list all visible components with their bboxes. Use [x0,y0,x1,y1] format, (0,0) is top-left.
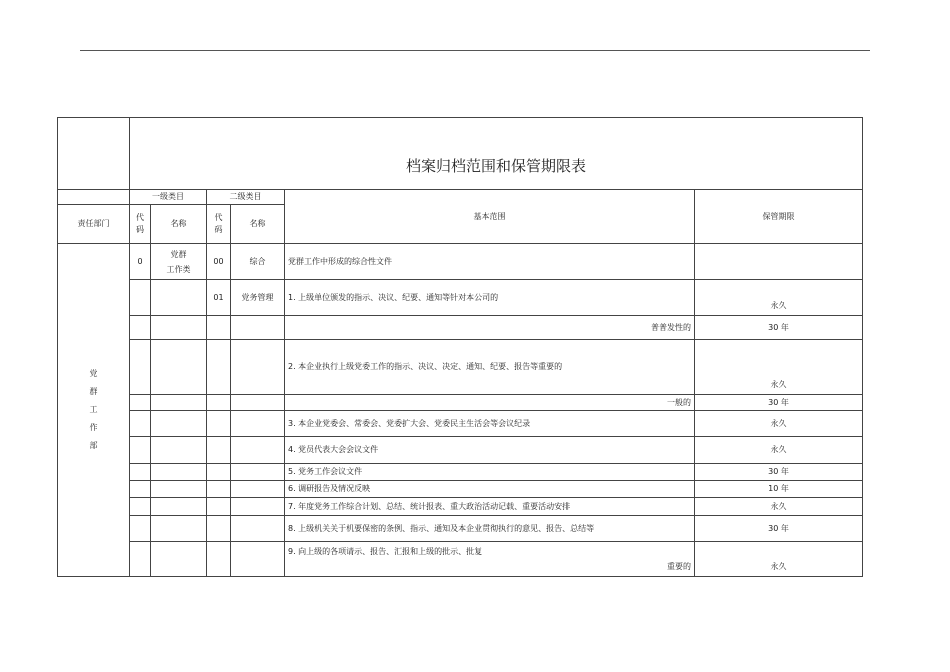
empty-cell [151,542,207,577]
blank-cell [58,190,130,205]
empty-cell [231,340,285,395]
dept-char: 部 [89,441,98,450]
empty-cell [130,498,151,516]
level2-code-header [207,205,231,244]
category-name [151,244,207,280]
empty-cell [130,411,151,437]
scope-cell: 党群工作中形成的综合性文件 [285,244,695,280]
empty-cell [207,340,231,395]
empty-cell [151,464,207,481]
scope-header: 基本范围 [285,190,695,244]
empty-cell [130,542,151,577]
level1-code-header [130,205,151,244]
scope-cell: 2. 本企业执行上级党委工作的指示、决议、决定、通知、纪要、报告等重要的 [285,340,695,395]
code-line1: 代 [136,213,144,222]
empty-cell [130,481,151,498]
code-line1: 代 [214,213,223,222]
scope-cell [285,542,695,577]
level1-name-header: 名称 [151,205,207,244]
empty-cell [130,340,151,395]
corner-cell [58,118,130,190]
empty-cell [151,340,207,395]
empty-cell [207,395,231,411]
empty-cell [231,395,285,411]
empty-cell [151,437,207,464]
empty-cell [207,498,231,516]
code-line2: 码 [214,225,223,234]
sub-name: 党务管理 [231,280,285,316]
period-cell: 10 年 [695,481,863,498]
empty-cell [207,481,231,498]
category-name-line2: 工作类 [166,264,191,274]
empty-cell [231,498,285,516]
period-cell: 永久 [695,411,863,437]
scope-cell: 普普发性的 [285,316,695,340]
sub-code: 01 [207,280,231,316]
dept-char: 工 [89,405,98,414]
empty-cell [130,464,151,481]
empty-cell [231,437,285,464]
sub-name: 综合 [231,244,285,280]
empty-cell [151,481,207,498]
level2-name-header: 名称 [231,205,285,244]
empty-cell [207,316,231,340]
period-cell: 30 年 [695,395,863,411]
empty-cell [207,516,231,542]
empty-cell [231,481,285,498]
table-title: 档案归档范围和保管期限表 [130,118,863,190]
empty-cell [231,516,285,542]
empty-cell [207,464,231,481]
scope-subtext: 重要的 [667,562,691,571]
scope-text: 9. 向上级的各项请示、报告、汇报和上级的批示、批复 [288,547,483,556]
period-header: 保管期限 [695,190,863,244]
category-name-line1: 党群 [170,249,187,259]
empty-cell [130,395,151,411]
category-code: 0 [130,244,151,280]
period-cell: 永久 [695,340,863,395]
period-cell: 永久 [695,280,863,316]
code-line2: 码 [136,225,144,234]
empty-cell [151,280,207,316]
dept-header: 责任部门 [58,205,130,244]
empty-cell [151,498,207,516]
empty-cell [151,516,207,542]
empty-cell [231,464,285,481]
period-cell: 永久 [695,542,863,577]
level2-header: 二级类目 [207,190,285,205]
dept-char: 作 [89,423,98,432]
empty-cell [151,395,207,411]
period-cell: 30 年 [695,464,863,481]
empty-cell [151,316,207,340]
dept-char: 党 [89,369,98,378]
empty-cell [130,316,151,340]
scope-cell: 4. 党员代表大会会议文件 [285,437,695,464]
scope-cell: 1. 上级单位颁发的指示、决议、纪要、通知等针对本公司的 [285,280,695,316]
empty-cell [207,542,231,577]
scope-cell: 7. 年度党务工作综合计划、总结、统计报表、重大政治活动记载、重要活动安排 [285,498,695,516]
dept-char: 群 [89,387,98,396]
empty-cell [130,280,151,316]
scope-cell: 8. 上级机关关于机要保密的条例、指示、通知及本企业贯彻执行的意见、报告、总结等 [285,516,695,542]
level1-header: 一级类目 [130,190,207,205]
period-cell [695,244,863,280]
scope-cell: 一般的 [285,395,695,411]
empty-cell [151,411,207,437]
period-cell: 永久 [695,498,863,516]
retention-table [57,117,863,577]
department-cell [58,244,130,577]
scope-cell: 3. 本企业党委会、常委会、党委扩大会、党委民主生活会等会议纪录 [285,411,695,437]
scope-cell: 6. 调研报告及情况反映 [285,481,695,498]
period-cell: 30 年 [695,516,863,542]
scope-cell: 5. 党务工作会议文件 [285,464,695,481]
empty-cell [231,542,285,577]
period-cell: 30 年 [695,316,863,340]
period-cell: 永久 [695,437,863,464]
empty-cell [231,411,285,437]
empty-cell [207,411,231,437]
header-rule [80,50,870,51]
sub-code: 00 [207,244,231,280]
empty-cell [130,516,151,542]
empty-cell [207,437,231,464]
empty-cell [130,437,151,464]
empty-cell [231,316,285,340]
